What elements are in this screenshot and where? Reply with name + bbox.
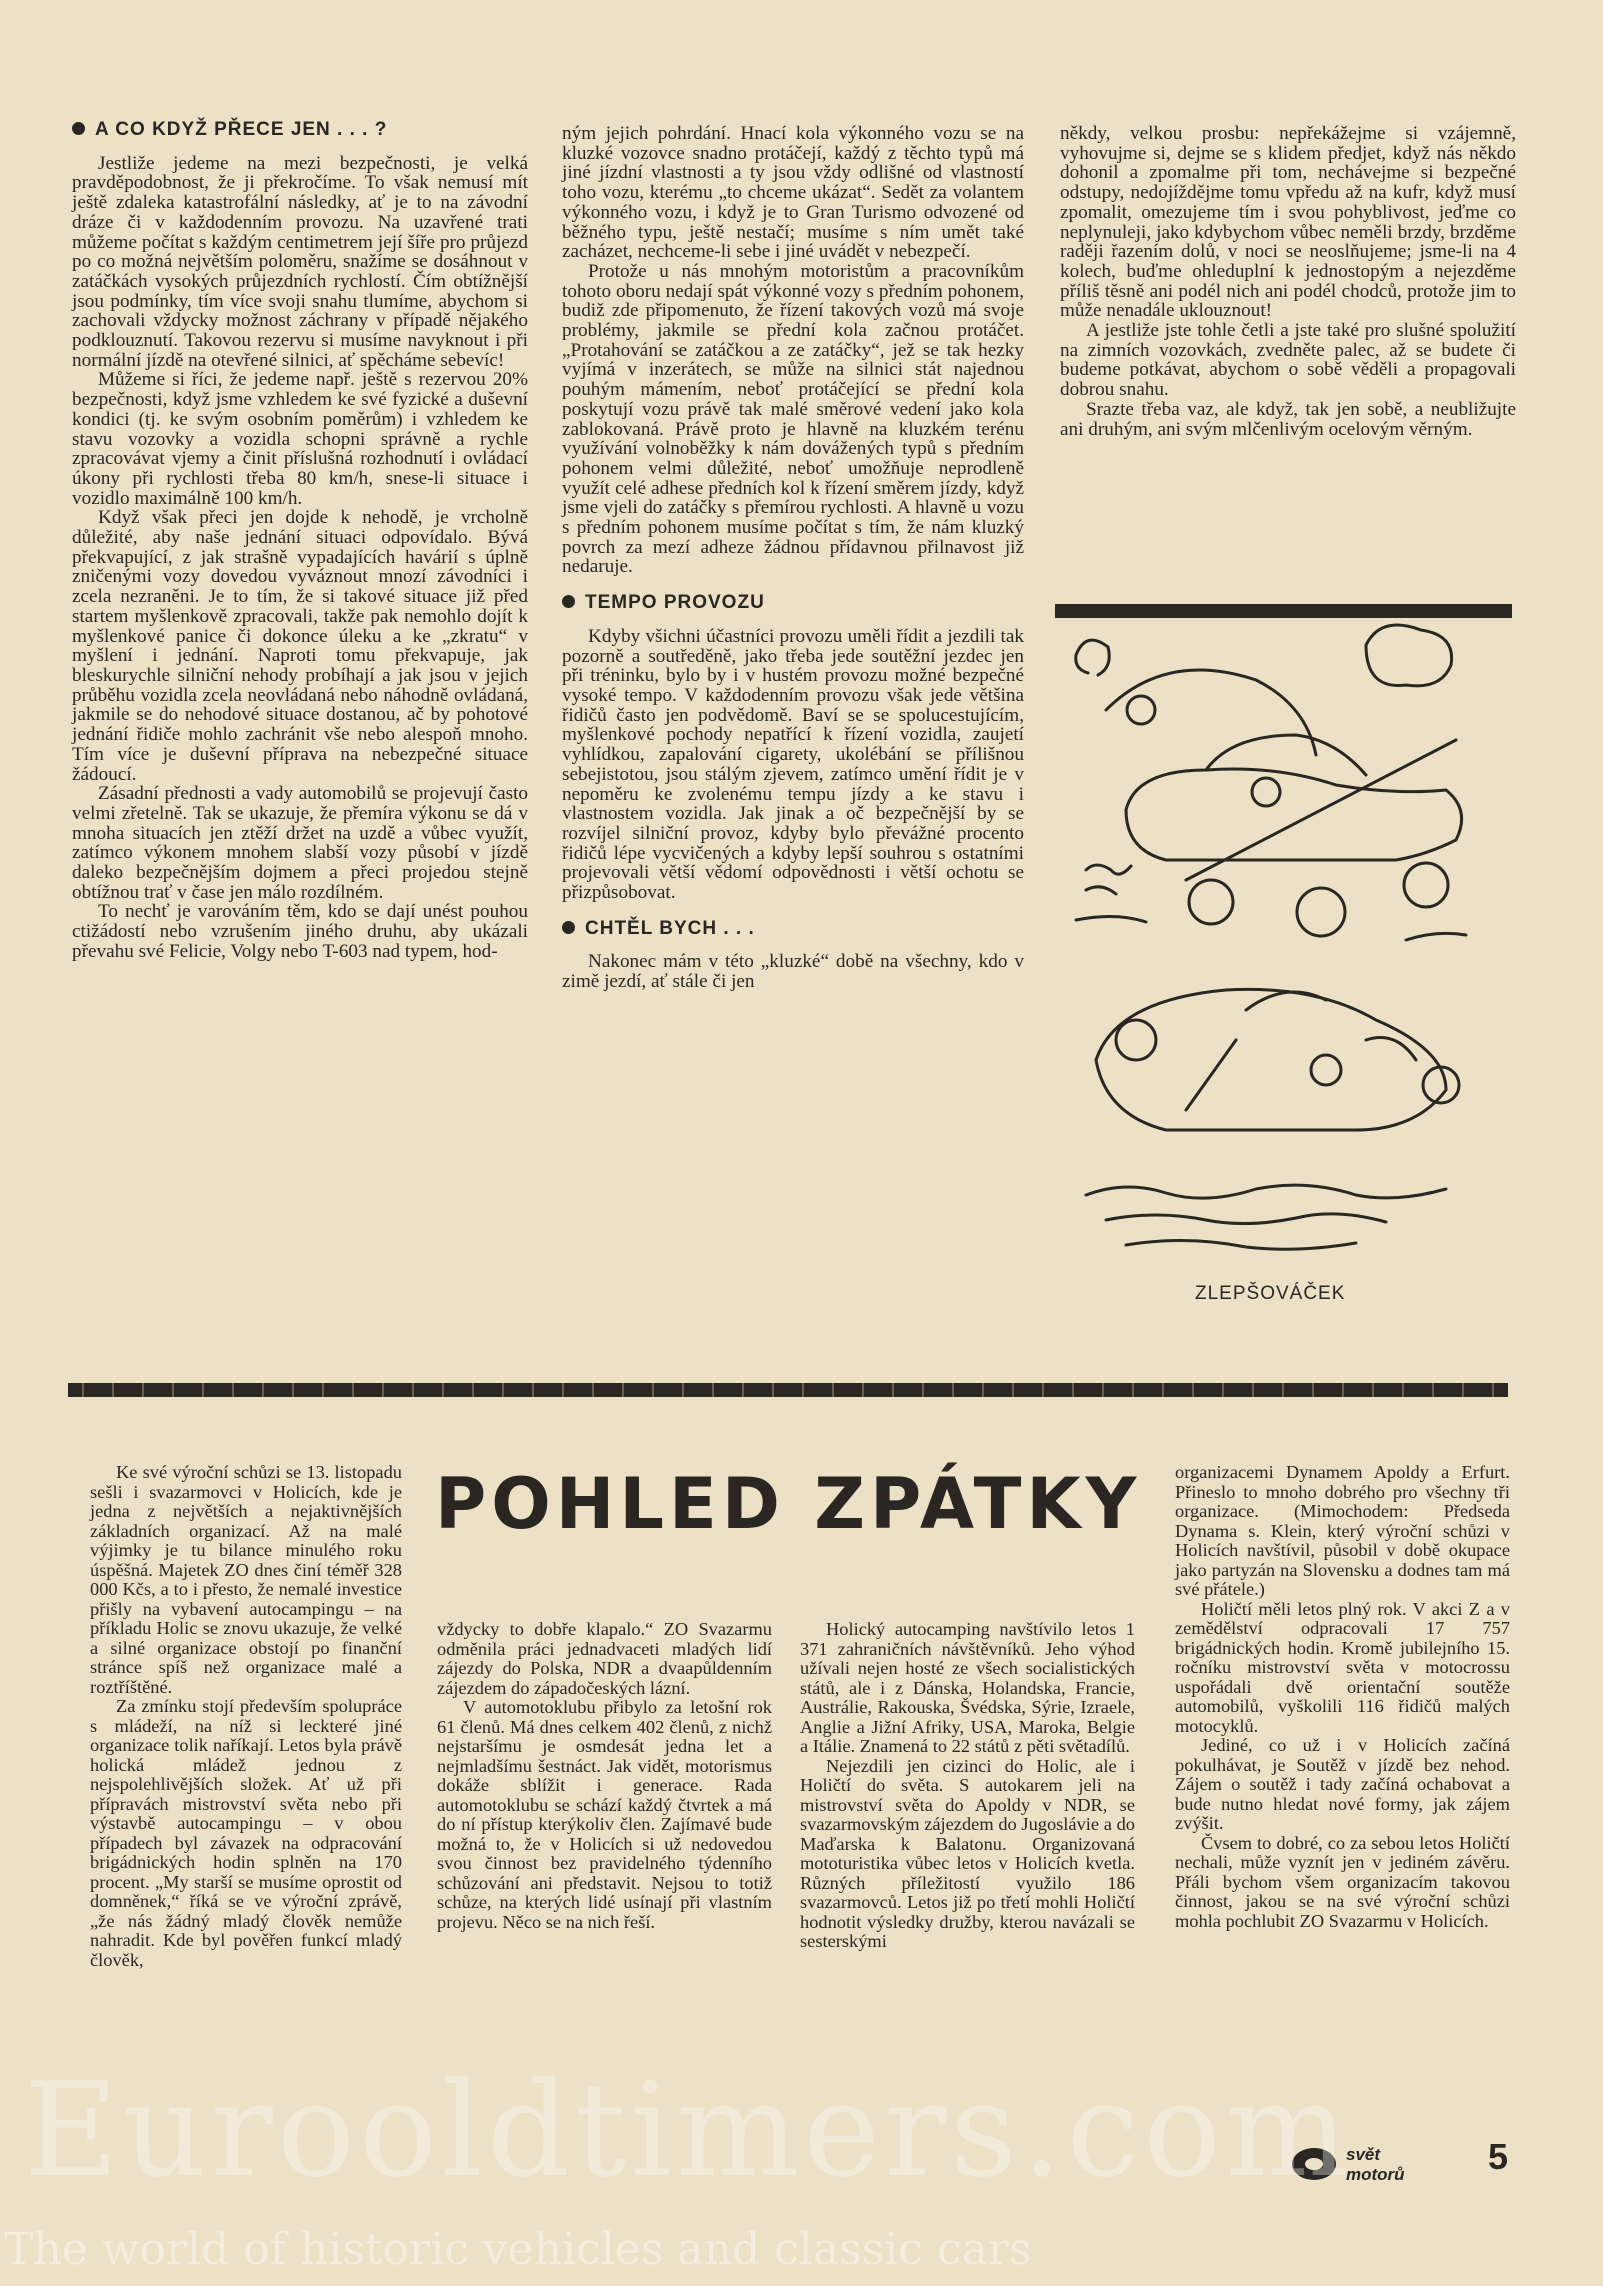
section-heading-a-co-kdyz: A CO KDYŽ PŘECE JEN . . . ? [72,120,528,140]
paragraph: vždycky to dobře klapalo.“ ZO Svazarmu odměnila práci jednadvaceti mladých lidí zájezdy do Polska, NDR a dvaapůldenním zájezdem do západočeských lázní. [437,1619,772,1698]
wheel-icon [1404,863,1448,907]
section-heading-tempo-provozu: TEMPO PROVOZU [562,593,1024,613]
paragraph: Nakonec mám v této „kluzké“ době na všechny, kdo v zimě jezdí, ať stále či jen [562,951,1024,993]
paragraph: Za zmínku stojí především spolupráce s mládeží, na níž si leckteré jiné organizace tolik naříkají. Letos byla právě holická mládež jednou z nejspolehlivějších složek. Ať už při přípravách mistrovství světa nebo při výstavbě autocampingu – v obou případech byl závazek na odpracování brigádnických hodin splněn na 170 procent. „My starší se musíme oprostit od domněnek,“ říká se ve výroční zprávě, „že nás žádný mladý člověk nemůže nahradit. Kde byl pověřen funkcí mladý člověk, [90,1696,402,1970]
wheel-icon [1189,880,1233,924]
car-body [1126,769,1462,860]
article1-col1 [72,120,528,962]
paragraph: někdy, velkou prosbu: nepřekážejme si vzájemně, vyhovujme si, dejme se s klidem předjet, když nás někdo dohonil a zpomalme při tom, nechávejme si bezpečné odstupy, nedojíždějme tomu vpředu až na kufr, když musí zpomalit, omezujeme tím i svou pohyblivost, jeďme co neplynuleji, jako kdybychom vůbec neměli brzdy, brzděme raději řazením dolů, v noci se neoslňujeme; jsme-li na 4 kolech, buďme ohleduplní k jednostopým a nejezděme příliš těsně ani podél nich ani podél chodců, protože jim to může nenadále uklouznout! [1060,123,1516,322]
cartoon-caption: ZLEPŠOVÁČEK [1195,1283,1346,1304]
paragraph: Když však přeci jen dojde k nehodě, je vrcholně důležité, aby naše jednání situaci odpovídalo. Bývá překvapující, z jak strašně vypadajících havárií s úplně zničenými vozy dovedou vyváznout mnozí závodníci i zcela nezraněni. Je to tím, že si takové situace již před startem myšlenkově zpracovali, takže pak nemohlo dojít k myšlenkové panice či dokonce úleku a ke „zkratu“ v myšlení i jednání. Naproti tomu překvapuje, jak bleskurychle silniční nehody probíhají a jak jsou v jejich průběhu vozidla zcela neovládaná nebo náhodně ovládaná, jakmile se do nehodové situace dostanou, ač by pohotové jednání řidiče mohlo zachránit vše nebo alespoň mnoho. Tím více je duševní příprava na nebezpečné situace žádoucí. [72,507,528,785]
article1-col3 [1060,124,1516,439]
car-body-2 [1096,989,1446,1130]
driver-head [1311,1055,1341,1085]
paragraph: organizacemi Dynamem Apoldy a Erfurt. Přineslo to mnoho dobrého pro všechny tři organizace. (Mimochodem: Předseda Dynama s. Klein, který výroční schůzi v Holicích navštívil, působil v době okupace jako partyzán na Slovensku a dodnes tam má své přátele.) [1175,1462,1510,1599]
article2-col3 [800,1620,1135,1952]
driver-head [1252,778,1280,806]
cloud-icon [1076,640,1110,675]
paragraph: Holický autocamping navštívilo letos 1 371 zahraničních návštěvníků. Jeho výhod užívali nejen hosté ze všech socialistických států, ale i z Dánska, Holandska, Francie, Austrálie, Rakouska, Švédska, Sýrie, Izraele, Anglie a Jižní Afriky, USA, Maroka, Belgie a Itálie. Znamená to 22 států z pěti světadílů. [800,1619,1135,1756]
article2-col4 [1175,1463,1510,1931]
article1-col2 [562,124,1024,992]
watermark-subtitle: The world of historic vehicles and classic cars [4,2224,1032,2275]
paragraph: V automotoklubu přibylo za letošní rok 61 členů. Má dnes celkem 402 členů, z nichž nejstaršímu je osmdesát jedna let a nejmladšímu šestnáct. Jak vidět, motorismus dokáže sblížit i generace. Rada automotoklubu se schází každý čtvrtek a má do ní přístup kterýkoliv člen. Zajímavé bude možná to, že v Holicích si už nedovedou svou činnost bez pravidelného týdenního schůzování ani představit. Nejsou to totiž schůze, na kterých lidé usínají při vlastním projevu. Něco se na nich řeší. [437,1697,772,1932]
paragraph: ným jejich pohrdání. Hnací kola výkonného vozu se na kluzké vozovce snadno protáčejí, každý z těchto typů má jiné jízdní vlastnosti a ty jsou vždy odlišné od vlastností toho vozu, kterému „to chceme ukázat“. Sedět za volantem výkonného vozu, i když je to Gran Turismo odvozené od běžného typu, ještě nestačí; musíme s ním umět také zacházet, nechceme-li sebe i jiné uvádět v nebezpečí. [562,123,1024,263]
paragraph: A jestliže jste tohle četli a jste také pro slušné spolužití na zimních vozovkách, zvedněte palec, až se budete či budeme potkávat, abychom o sobě věděli a propagovali dobrou snahu. [1060,320,1516,401]
paragraph: Jediné, co už i v Holicích začíná pokulhávat, je Soutěž v jízdě bez nehod. Zájem o soutěž i tady začíná ochabovat a bude nutno hledat nové formy, jak zájem zvýšit. [1175,1735,1510,1833]
article2-col2 [437,1620,772,1932]
article-title: POHLED ZPÁTKY [435,1463,1142,1545]
logo-text-line2: motorů [1346,2165,1405,2184]
logo-text-line1: svět [1346,2145,1381,2164]
page-number: 5 [1488,2136,1509,2177]
section-heading-chtel-bych: CHTĚL BYCH . . . [562,919,1024,939]
cloud-icon [1366,625,1452,686]
wheel-icon [1297,888,1345,936]
paragraph: Holičtí měli letos plný rok. V akci Z a v zemědělství odpracovali 17 757 brigádnických hodin. Kromě jubilejního 15. ročníku mistrovství světa v motocrossu uspořádali dvě orientační soutěže automobilů, vyškolili 116 řidičů malých motocyklů. [1175,1598,1510,1736]
paragraph: Čvsem to dobré, co za sebou letos Holičtí nechali, může vyznít jen v jediném závěru. Přáli bychom všem organizacím takovou činnost, jakou se na své výroční schůzi mohla pochlubit ZO Svazarmu v Holicích. [1175,1832,1510,1931]
article2-col1 [90,1463,402,1970]
bullet-icon [72,122,85,135]
wheel-icon [1116,1020,1156,1060]
bullet-icon [562,921,575,934]
watermark: Eurooldtimers.com [24,2054,1353,2206]
plank [1106,670,1316,755]
paragraph: Jestliže jedeme na mezi bezpečnosti, je velká pravděpodobnost, že ji překročíme. To však nemusí mít ještě zdaleka katastrofální následky, ať je to na závodní dráze či v každodenním provozu. Na uzavřené trati můžeme počítat s každým centimetrem její šíře pro průjezd po co možná největším poloměru, snažíme se dosáhnout v zatáčkách vysokých průjezdních rychlostí. Čím obtížnější jsou podmínky, tím více svoji snahu tlumíme, abychom si zachovali vždycky možnost záchrany v případě nějakého podklouznutí. Takovou rezervu si musíme navyknout i při normální jízdě na otevřené silnici, ať spěcháme sebevíc! [72,152,528,371]
bullet-icon [562,595,575,608]
paragraph: Zásadní přednosti a vady automobilů se projevují často velmi zřetelně. Tak se ukazuje, že přemíra výkonu se dá v mnoha situacích jen ztěží držet na uzdě a vůbec využít, zatímco výkonem mnohem slabší vozy působí v jízdě daleko bezpečnějším dojmem a přeci projedou stejně obtížnou trať v čase jen málo rozdílném. [72,783,528,903]
paragraph: To nechť je varováním těm, kdo se dají unést pouhou ctižádostí nebo vzrušením jiného druhu, aby ukázali převahu své Felicie, Volgy nebo T-603 nad typem, hod- [72,901,528,962]
cartoon-illustration [1066,620,1516,1260]
paragraph: Ke své výroční schůzi se 13. listopadu sešli i svazarmovci v Holicích, kde je jedna z největších a nejaktivnějších základních organizací. Až na malé výjimky je tu bilance minulého roku úspěšná. Majetek ZO dnes činí téměř 328 000 Kčs, a to i přesto, že nemalé investice přišly na vybavení autocampingu – na příkladu Holic se znovu ukazuje, že velké a silné organizace obstojí po finanční stránce spíš než organizace malé a roztříštěné. [90,1462,402,1697]
paragraph: Nejezdili jen cizinci do Holic, ale i Holičtí do světa. S autokarem jeli na mistrovství světa do Apoldy v NDR, se svazarmovským zájezdem do Jugoslávie a do Maďarska k Balatonu. Organizovaná mototuristika vůbec letos v Holicích kvetla. Různých příležitostí využilo 186 svazarmovců. Letos již po třetí mohli Holičtí hodnotit výsledky družby, kterou navázali se sesterskými [800,1755,1135,1951]
cartoon-top-rule [1055,604,1512,618]
paragraph: Kdyby všichni účastníci provozu uměli řídit a jezdili tak pozorně a soutředěně, jako třeba jede soutěžní jezdec jen při tréninku, bylo by i v hustém provozu možné bezpečné vysoké tempo. V každodenním provozu však jede většina řidičů často jen podvědomě. Baví se se spolucestujícím, myšlenkové pochody nepatřící k řízení vozidla, zaujetí vyhlídkou, zapalování cigarety, ukolébání se přílišnou sebejistotou, jsou stálým zjevem, zatímco umění řídit je v nepoměru ke zvolenému tempu jízdy a ke stavu i vlastnostem vozidla. Jak jinak a oč bezpečnější by se rozvíjel silniční provoz, kdyby bylo převážné procento řidičů lépe vycvičených a kdyby lepší souhrou s ostatními projevovali větší vědomí odpovědnosti i větší ochotu se přizpůsobovat. [562,625,1024,904]
paragraph: Můžeme si říci, že jedeme např. ještě s rezervou 20% bezpečnosti, když jsme vzhledem ke své fyzické a duševní kondici (tj. ke svým osobním poměrům) i vzhledem ke stavu vozovky a vozidla schopni správně a rychle zpracovávat vjemy a činit příslušná rozhodnutí i ovládací úkony při rychlosti třeba 80 km/h, snese-li situace i vozidlo maximálně 100 km/h. [72,369,528,509]
paragraph: Srazte třeba vaz, ale když, tak jen sobě, a neubližujte ani druhým, ani svým mlčenlivým ocelovým věrným. [1060,398,1516,440]
article-separator-rule [68,1383,1508,1397]
star-icon [1127,696,1155,724]
paragraph: Protože u nás mnohým motoristům a pracovníkům tohoto oboru nedají spát výkonné vozy s předním pohonem, budiž zde připomenuto, že řízení takových vozů má svoje problémy, jakmile se přední kola začnou protáčet. „Protahování se zatáčkou a ze zatáčky“, jež se tak hezky vyjímá v inzerátech, se může na silnici stát najednou pouhým mámením, neboť protáčející se přední kola poskytují vozu právě tak malé směrové vedení jako kola zablokovaná. Právě proto je hlavně na kluzkém terénu využívání volnoběžky k nám dovážených typů s předním pohonem velmi důležité, neboť umožňuje neprodleně využít celé adhese předních kol k řízení směrem jízdy, když jsme vjeli do zatáčky s přemírou rychlosti. A hlavně u vozu s předním pohonem musíme počítat s tím, že nám kluzký povrch za mezí adheze žádnou přídavnou přilnavost již nedaruje. [562,260,1024,578]
